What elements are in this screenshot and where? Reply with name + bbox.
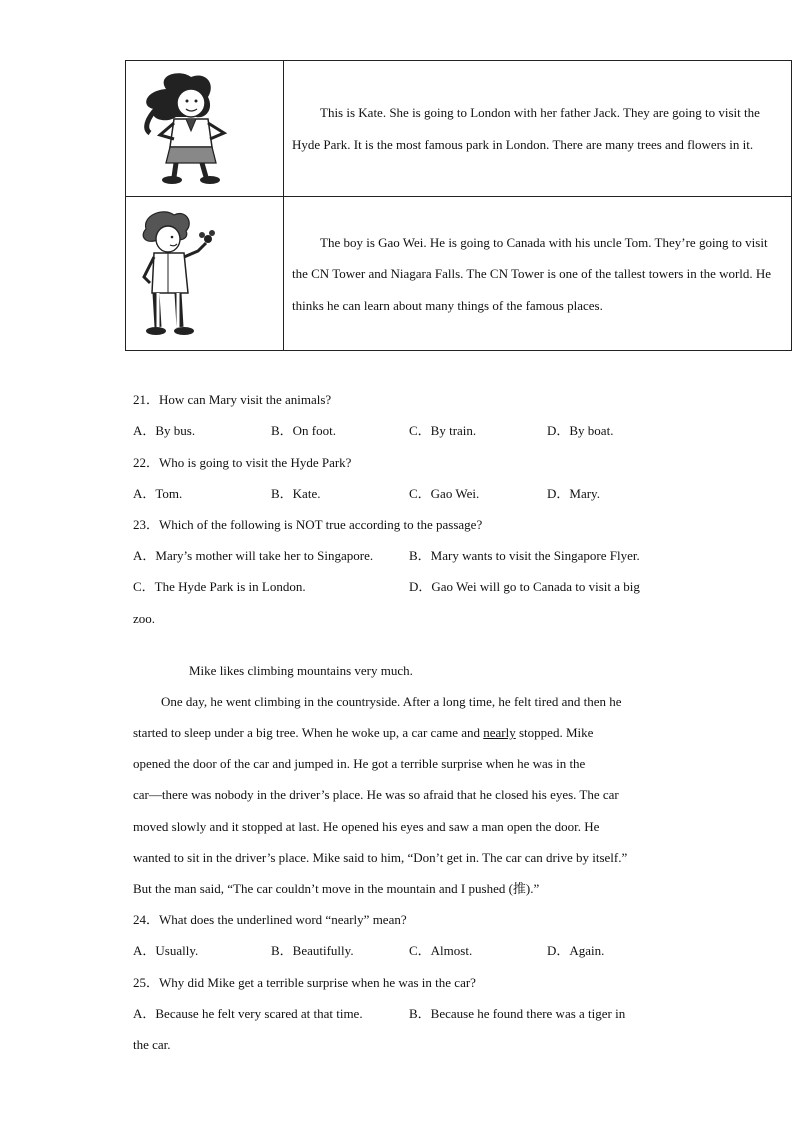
q22-option-a: A．Tom. — [133, 486, 183, 501]
q21-option-c: C．By train. — [409, 423, 477, 438]
q25-option-a: A．Because he felt very scared at that time. — [133, 1006, 363, 1021]
image-cell — [126, 197, 284, 351]
passage-title: Mike likes climbing mountains very much. — [189, 663, 413, 678]
kate-description: This is Kate. She is going to London with her father Jack. They are going to visit the Hyde Park. It is the most famous park in London. There are many trees and flowers in it. — [292, 105, 760, 152]
q23-option-d-continued: zoo. — [133, 611, 156, 626]
passage-line: But the man said, “The car couldn’t move in the mountain and I pushed (推).” — [133, 881, 540, 896]
girl-kate-illustration — [136, 69, 236, 187]
q24-option-c: C．Almost. — [409, 943, 473, 958]
underlined-word-nearly: nearly — [483, 725, 516, 740]
q22-option-c: C．Gao Wei. — [409, 486, 480, 501]
q23-option-c: C．The Hyde Park is in London. — [133, 579, 306, 594]
q25-option-b: B．Because he found there was a tiger in — [409, 1006, 626, 1021]
q24-option-a: A．Usually. — [133, 943, 199, 958]
info-table — [125, 60, 792, 351]
passage-line: wanted to sit in the driver’s place. Mike said to him, “Don’t get in. The car can drive by itself.” — [133, 850, 628, 865]
q22-option-d: D．Mary. — [547, 486, 600, 501]
q25-option-b-continued: the car. — [133, 1037, 171, 1052]
text-cell — [284, 61, 791, 196]
question-23-stem: 23．Which of the following is NOT true according to the passage? — [133, 517, 483, 532]
question-24-stem: 24．What does the underlined word “nearly” mean? — [133, 912, 407, 927]
passage-line — [133, 724, 593, 742]
table-row — [126, 61, 791, 197]
passage-line: One day, he went climbing in the countryside. After a long time, he felt tired and then he — [161, 694, 622, 709]
passage-line: car—there was nobody in the driver’s place. He was so afraid that he closed his eyes. The car — [133, 787, 619, 802]
question-21-stem: 21．How can Mary visit the animals? — [133, 392, 332, 407]
q21-option-a: A．By bus. — [133, 423, 196, 438]
table-row — [126, 197, 791, 351]
text-cell — [284, 197, 791, 351]
q23-option-a: A．Mary’s mother will take her to Singapore. — [133, 548, 374, 563]
question-22-stem: 22．Who is going to visit the Hyde Park? — [133, 455, 352, 470]
passage-text: stopped. Mike — [515, 725, 594, 740]
q24-option-d: D．Again. — [547, 943, 605, 958]
q21-option-d: D．By boat. — [547, 423, 614, 438]
q23-option-d: D．Gao Wei will go to Canada to visit a big — [409, 579, 640, 594]
passage-line: moved slowly and it stopped at last. He opened his eyes and saw a man open the door. He — [133, 819, 600, 834]
gao-wei-description: The boy is Gao Wei. He is going to Canada with his uncle Tom. They’re going to visit the CN Tower and Niagara Falls. The CN Tower is one of the tallest towers in the world. He thinks he can learn about many things of the famous places. — [292, 234, 772, 313]
passage-line: opened the door of the car and jumped in. He got a terrible surprise when he was in the — [133, 756, 586, 771]
q24-option-b: B．Beautifully. — [271, 943, 354, 958]
q22-option-b: B．Kate. — [271, 486, 321, 501]
passage-text: started to sleep under a big tree. When he woke up, a car came and — [133, 725, 484, 740]
boy-gao-wei-illustration — [134, 207, 226, 339]
q23-option-b: B．Mary wants to visit the Singapore Flyer. — [409, 548, 640, 563]
q21-option-b: B．On foot. — [271, 423, 337, 438]
image-cell — [126, 61, 284, 196]
question-25-stem: 25．Why did Mike get a terrible surprise when he was in the car? — [133, 975, 476, 990]
